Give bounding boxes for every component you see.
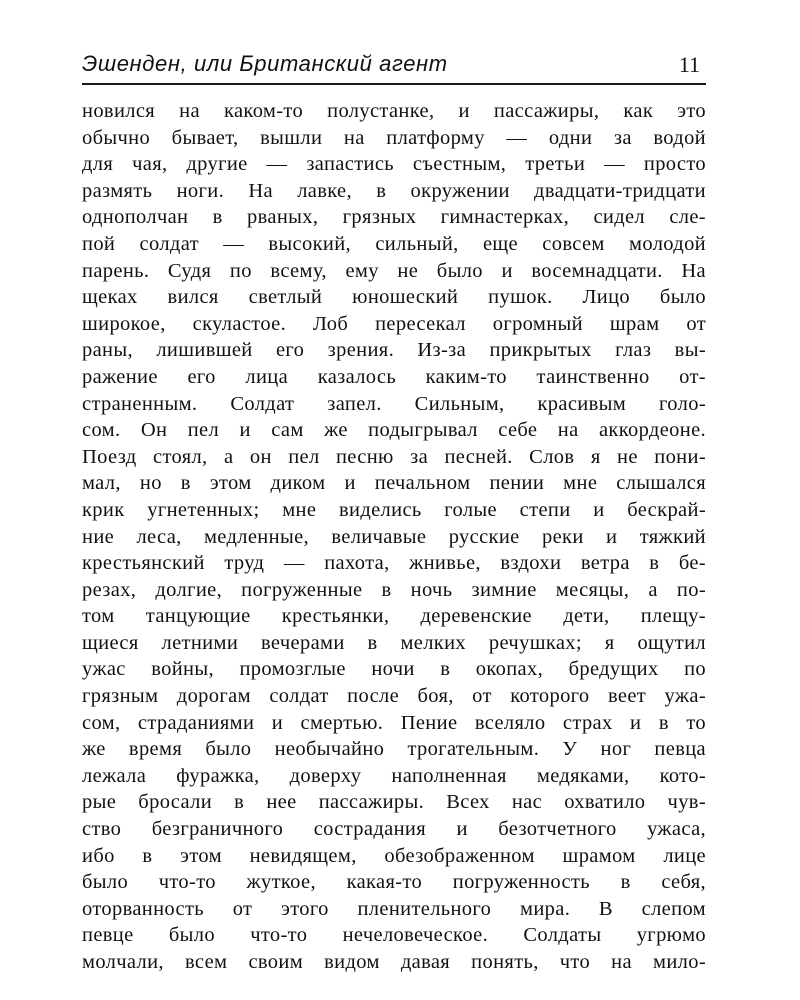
text-line: том танцующие крестьянки, деревенские дети, плещу- (82, 605, 706, 628)
text-line: грязным дорогам солдат после боя, от которого веет ужа- (82, 685, 706, 708)
text-line: рые бросали в нее пассажиры. Всех нас охватило чув- (82, 791, 706, 814)
text-line: щеках вился светлый юношеский пушок. Лицо было (82, 286, 706, 309)
text-line: ние леса, медленные, величавые русские реки и тяжкий (82, 525, 706, 548)
text-line: лежала фуражка, доверху наполненная медяками, кото- (82, 764, 706, 787)
text-line: однополчан в рваных, грязных гимнастерках, сидел сле- (82, 206, 706, 229)
text-line: Поезд стоял, а он пел песню за песней. Слов я не пони- (82, 445, 706, 468)
text-line: парень. Судя по всему, ему не было и восемнадцати. На (82, 259, 706, 282)
text-line: сом. Он пел и сам же подыгрывал себе на аккордеоне. (82, 419, 706, 442)
page-number: 11 (678, 52, 700, 77)
text-line: щиеся летними вечерами в мелких речушках; я ощутил (82, 631, 706, 654)
text-line: мал, но в этом диком и печальном пении мне слышался (82, 472, 706, 495)
text-line: пой солдат — высокий, сильный, еще совсем молодой (82, 232, 706, 255)
text-line: резах, долгие, погруженные в ночь зимние месяцы, а по- (82, 578, 706, 601)
text-line: широкое, скуластое. Лоб пересекал огромный шрам от (82, 312, 706, 335)
page-header (82, 47, 706, 85)
text-line: страненным. Солдат запел. Сильным, красивым голо- (82, 392, 706, 415)
text-line: новился на каком-то полустанке, и пассажиры, как это (82, 100, 706, 122)
text-line: ужас войны, промозглые ночи в окопах, бредущих по (82, 658, 706, 681)
text-line: ибо в этом невидящем, обезображенном шрамом лице (82, 844, 706, 867)
text-line: было что-то жуткое, какая-то погруженность в себя, (82, 871, 706, 894)
text-line: крестьянский труд — пахота, жнивье, вздохи ветра в бе- (82, 552, 706, 575)
text-line: крик угнетенных; мне виделись голые степи и бескрай- (82, 498, 706, 521)
text-line: оторванность от этого пленительного мира. В слепом (82, 897, 706, 920)
text-line: ражение его лица казалось каким-то таинственно от- (82, 365, 706, 388)
running-title: Эшенден, или Британский агент (82, 51, 448, 76)
body-text (82, 98, 706, 976)
text-line: певце было что-то нечеловеческое. Солдаты угрюмо (82, 924, 706, 947)
text-line: же время было необычайно трогательным. У ног певца (82, 738, 706, 761)
text-line: ство безграничного сострадания и безотчетного ужаса, (82, 818, 706, 841)
text-line: молчали, всем своим видом давая понять, что на мило- (82, 951, 706, 973)
text-line: размять ноги. На лавке, в окружении двадцати-тридцати (82, 179, 706, 202)
text-line: раны, лишившей его зрения. Из-за прикрытых глаз вы- (82, 339, 706, 362)
text-line: сом, страданиями и смертью. Пение вселяло страх и в то (82, 711, 706, 734)
text-line: обычно бывает, вышли на платформу — одни за водой (82, 126, 706, 149)
text-line: для чая, другие — запастись съестным, третьи — просто (82, 153, 706, 176)
